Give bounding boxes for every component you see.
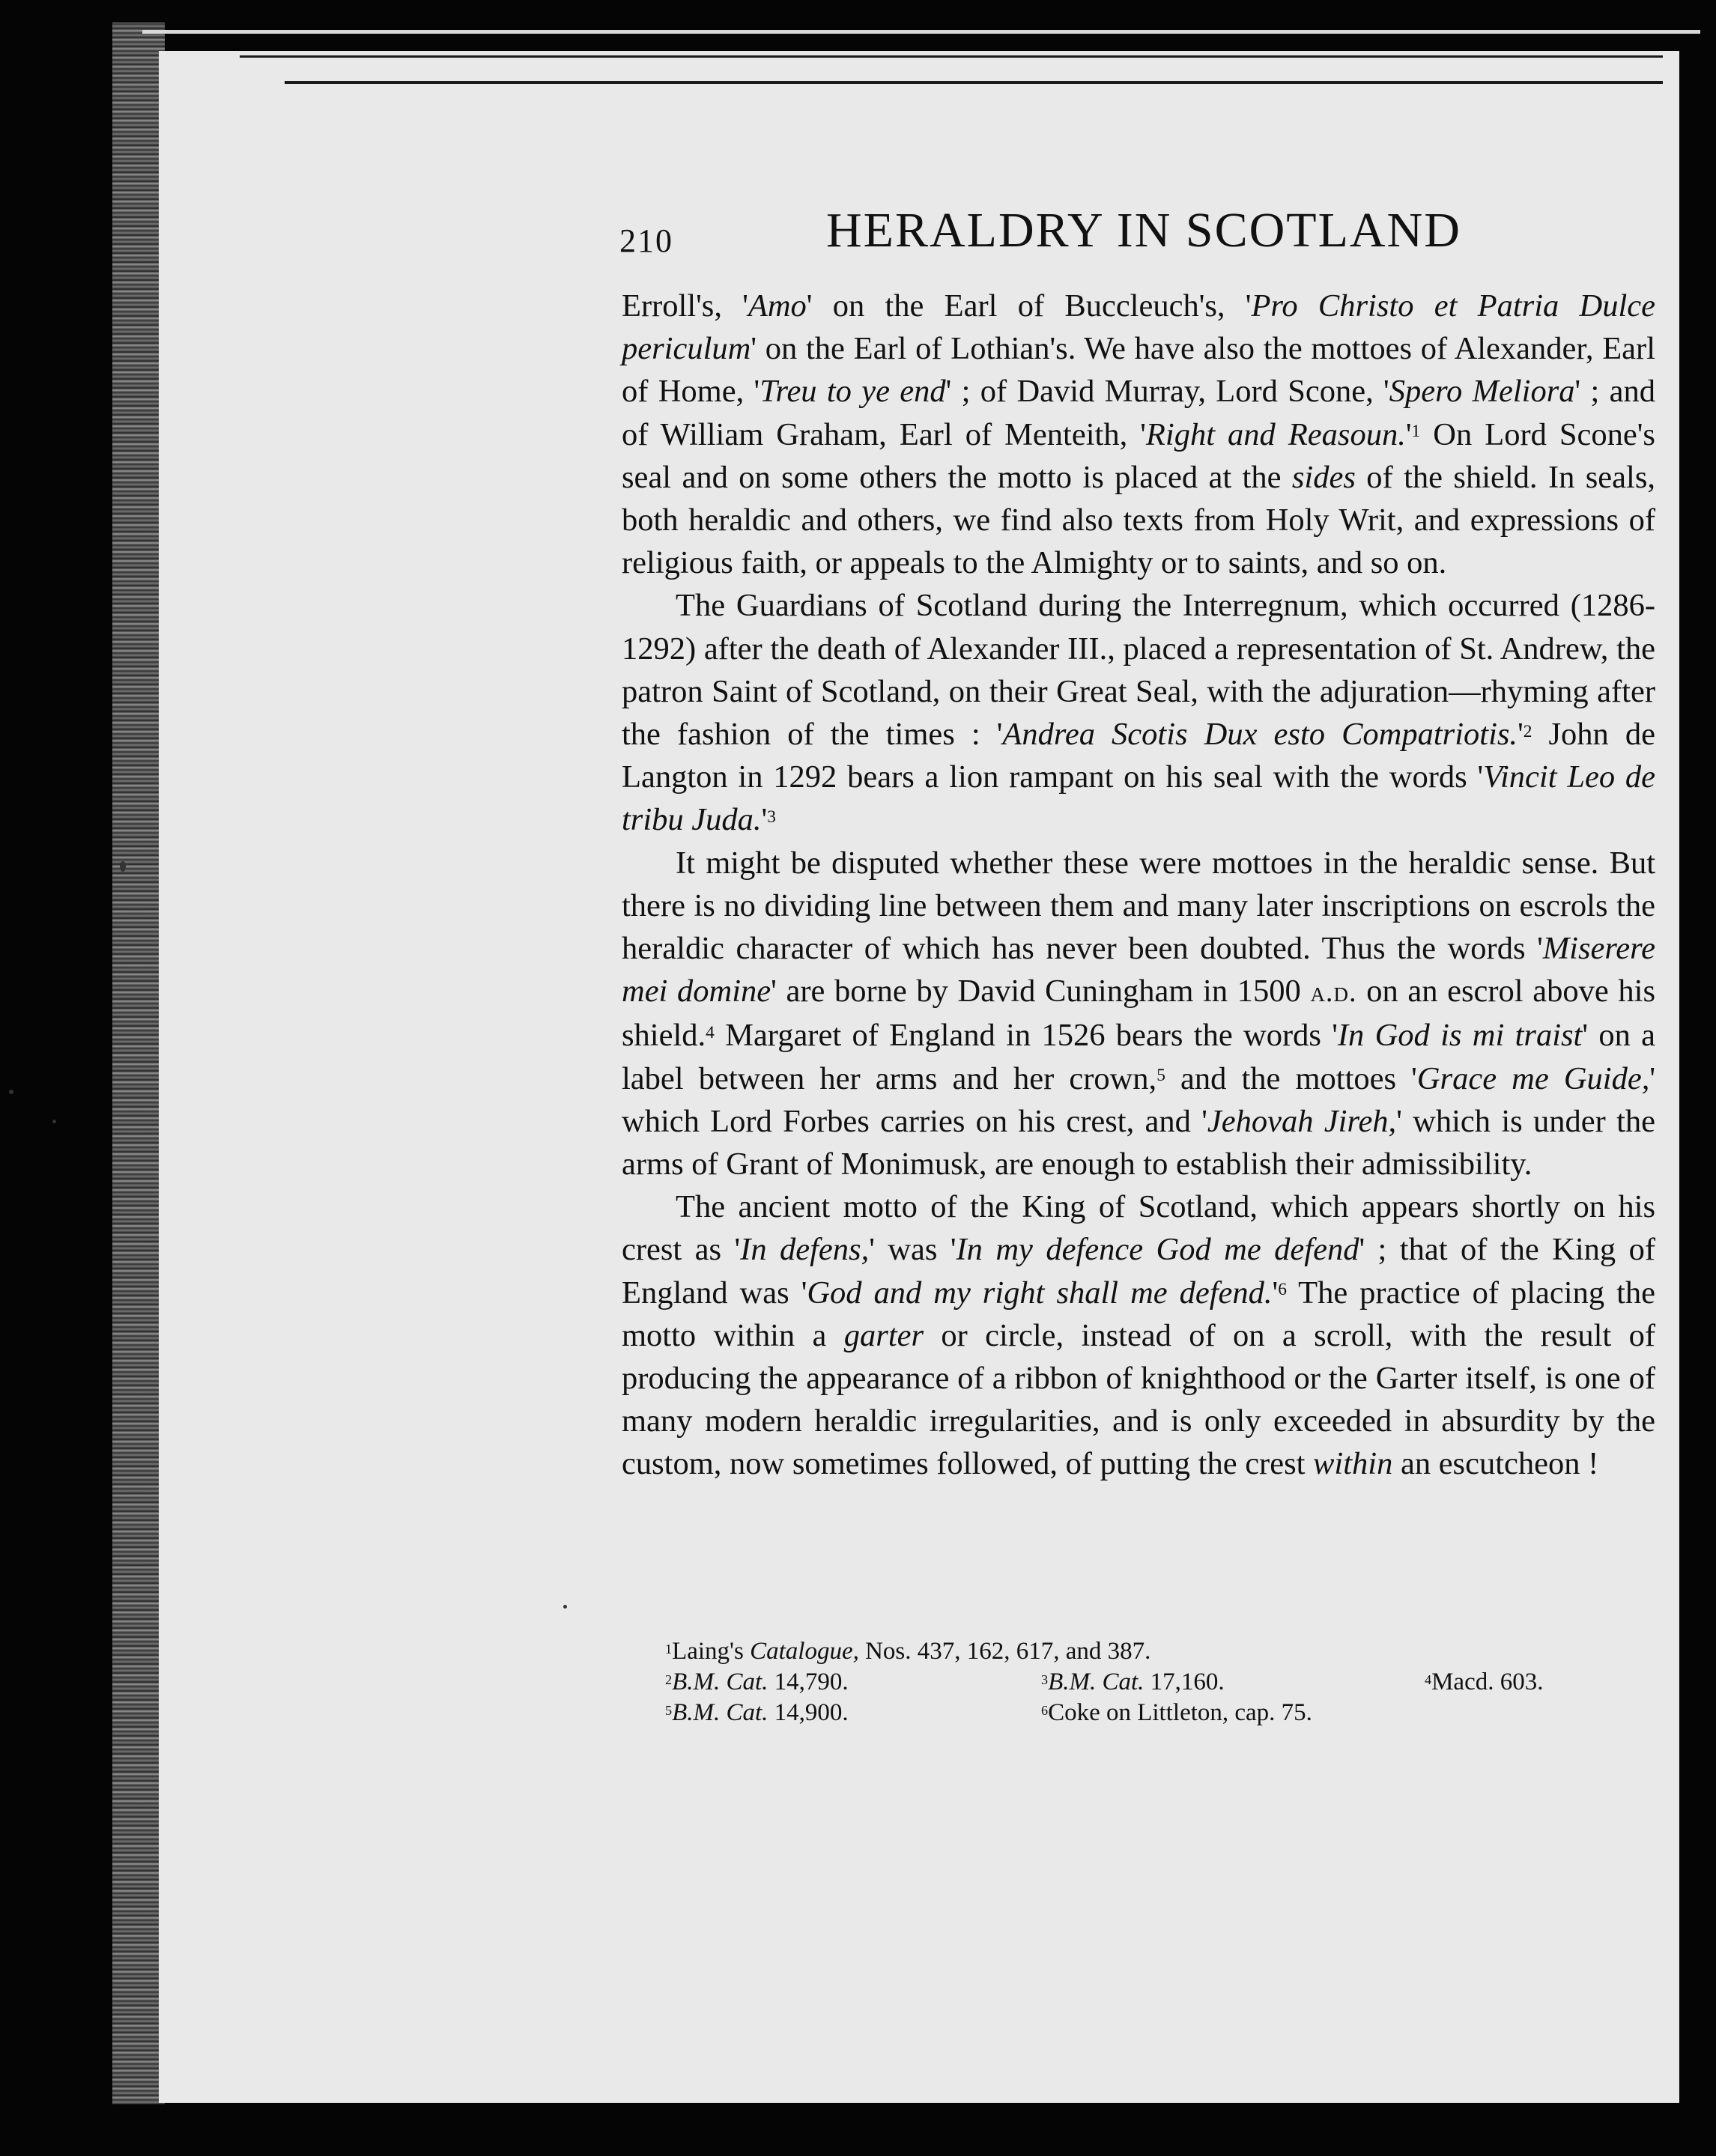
text-run: Macd. 603. bbox=[1431, 1668, 1544, 1695]
footnote-ref: 6 bbox=[1278, 1280, 1287, 1300]
running-title: HERALDRY IN SCOTLAND bbox=[826, 203, 1461, 258]
footnote-ref: 2 bbox=[1523, 721, 1532, 741]
text-run: ' ; and of William Graham, Earl of Menteith, ' bbox=[622, 374, 1655, 452]
text-run: or circle, instead of on a scroll, with the result of producing the appearance of a ribbon of knighthood or the Garter itself, is one of many modern heraldic irregularities, and is only exceeded in absurdity by the custom, now sometimes followed, of putting the crest bbox=[622, 1317, 1656, 1482]
footnote-3 bbox=[1041, 1667, 1225, 1698]
motto-italic: In defens, bbox=[740, 1232, 870, 1268]
text-run: The Guardians of Scotland during the Interregnum, which occurred (1286-1292) after the death of Alexander III., placed a representation of St. Andrew, the patron Saint of Scotland, on their Great Seal, with the adjuration—rhyming after the fashion of the times : ' bbox=[622, 588, 1655, 753]
page-speck bbox=[120, 861, 126, 872]
text-run: The practice of placing the motto within a bbox=[622, 1275, 1655, 1353]
text-run: ' bbox=[1405, 416, 1412, 452]
text-run: ' ; of David Murray, Lord Scone, ' bbox=[945, 374, 1389, 410]
footnote-row bbox=[659, 1636, 1648, 1667]
motto-italic: In God is mi traist bbox=[1337, 1018, 1583, 1054]
text-run: an escutcheon ! bbox=[1392, 1446, 1599, 1482]
text-run: ' on the Earl of Lothian's. We have also the mottoes of Alexander, Earl of Home, ' bbox=[622, 331, 1655, 410]
top-rule bbox=[240, 55, 1663, 58]
text-run: John de Langton in 1292 bears a lion rampant on his seal with the words ' bbox=[622, 717, 1655, 795]
text-run: It might be disputed whether these were mottoes in the heraldic sense. But there is no dividing line between them and many later inscriptions on escrols the heraldic character of which has never been doubted. Thus the words ' bbox=[622, 845, 1655, 967]
footnote-ref: 5 bbox=[1156, 1066, 1165, 1086]
text-run: ' are borne by David Cuningham in 1500 bbox=[771, 974, 1311, 1009]
footnote-1 bbox=[665, 1636, 1150, 1667]
text-run: 14,900. bbox=[768, 1699, 849, 1726]
footnote-number: 1 bbox=[665, 1642, 673, 1657]
motto-italic: Spero Meliora bbox=[1389, 374, 1575, 410]
paragraph-3 bbox=[622, 842, 1655, 1186]
title-italic: Catalogue, bbox=[750, 1638, 859, 1665]
footnote-row bbox=[659, 1698, 1648, 1728]
text-run: Laing's bbox=[672, 1638, 751, 1665]
text-run: Nos. 437, 162, 617, and 387. bbox=[858, 1638, 1151, 1665]
text-run: ' bbox=[1272, 1275, 1279, 1311]
text-run: and the mottoes ' bbox=[1165, 1060, 1417, 1096]
text-run: On Lord Scone's seal and on some others the motto is placed at the bbox=[622, 416, 1655, 495]
emphasis-italic: within bbox=[1313, 1446, 1393, 1482]
footnote-number: 3 bbox=[1041, 1672, 1049, 1688]
footnote-ref: 1 bbox=[1411, 422, 1421, 442]
footnote-number: 6 bbox=[1041, 1703, 1049, 1719]
text-run: ' which is under the arms of Grant of Monimusk, are enough to establish their admissibility. bbox=[622, 1103, 1655, 1182]
text-run: ' bbox=[1518, 717, 1524, 753]
motto-italic: God and my right shall me defend. bbox=[807, 1275, 1273, 1311]
footnote-row bbox=[659, 1667, 1648, 1698]
footnote-5 bbox=[665, 1698, 849, 1728]
footnote-number: 5 bbox=[665, 1703, 673, 1719]
title-italic: B.M. Cat. bbox=[1048, 1668, 1144, 1695]
footnote-ref: 3 bbox=[767, 807, 776, 827]
footnote-6 bbox=[1041, 1698, 1312, 1728]
paragraph-1 bbox=[622, 285, 1655, 584]
text-run: ' was ' bbox=[869, 1232, 956, 1268]
page-speck bbox=[563, 1605, 567, 1609]
motto-italic: Grace me Guide, bbox=[1416, 1060, 1650, 1096]
footnote-ref: 4 bbox=[706, 1022, 715, 1042]
emphasis-italic: sides bbox=[1291, 459, 1356, 495]
motto-italic: Right and Reasoun. bbox=[1145, 416, 1406, 452]
text-run: 14,790. bbox=[768, 1668, 849, 1695]
top-rule-lower bbox=[285, 81, 1663, 84]
text-run: of the shield. In seals, both heraldic and others, we find also texts from Holy Writ, and expressions of religious faith, or appeals to the Almighty or to saints, and so on. bbox=[622, 459, 1655, 581]
paragraph-4 bbox=[622, 1185, 1655, 1485]
body-text bbox=[622, 285, 1655, 1486]
motto-italic: Vincit Leo de tribu Juda. bbox=[622, 759, 1655, 838]
page-number: 210 bbox=[619, 222, 673, 259]
footnote-4 bbox=[1425, 1667, 1543, 1698]
page-speck bbox=[52, 1120, 56, 1123]
motto-italic: Pro Christo et Patria Dulce periculum bbox=[622, 288, 1655, 367]
paragraph-2 bbox=[622, 584, 1655, 841]
era-small-caps: a.d. bbox=[1310, 977, 1357, 1009]
text-run: ' bbox=[761, 802, 768, 838]
emphasis-italic: garter bbox=[843, 1317, 924, 1353]
title-italic: B.M. Cat. bbox=[672, 1699, 768, 1726]
motto-italic: In my defence God me defend bbox=[956, 1232, 1359, 1268]
footnote-number: 2 bbox=[665, 1672, 673, 1688]
motto-italic: Andrea Scotis Dux esto Compatriotis. bbox=[1002, 717, 1518, 753]
page-speck bbox=[9, 1090, 13, 1094]
page-header bbox=[619, 202, 1661, 270]
book-binding-edge bbox=[112, 22, 165, 2104]
footnotes bbox=[659, 1636, 1648, 1728]
footnote-2 bbox=[665, 1667, 849, 1698]
text-run: ' ; that of the King of England was ' bbox=[622, 1232, 1655, 1311]
motto-italic: Amo bbox=[748, 288, 807, 324]
text-run: 17,160. bbox=[1144, 1668, 1225, 1695]
motto-italic: Jehovah Jireh, bbox=[1207, 1103, 1397, 1139]
footnote-number: 4 bbox=[1425, 1672, 1432, 1688]
text-run: ' which Lord Forbes carries on his crest, and ' bbox=[622, 1060, 1655, 1139]
text-run: The ancient motto of the King of Scotland, which appears shortly on his crest as ' bbox=[622, 1189, 1655, 1268]
text-run: Margaret of England in 1526 bears the words ' bbox=[714, 1018, 1338, 1054]
title-italic: B.M. Cat. bbox=[672, 1668, 768, 1695]
text-run: ' on a label between her arms and her crown, bbox=[622, 1018, 1655, 1096]
text-run: ' on the Earl of Buccleuch's, ' bbox=[806, 288, 1252, 324]
text-run: on an escrol above his shield. bbox=[622, 974, 1655, 1054]
motto-italic: Treu to ye end bbox=[760, 374, 946, 410]
text-run: Erroll's, ' bbox=[622, 288, 748, 324]
text-run: Coke on Littleton, cap. 75. bbox=[1048, 1699, 1312, 1726]
motto-italic: Miserere mei domine bbox=[622, 931, 1655, 1009]
